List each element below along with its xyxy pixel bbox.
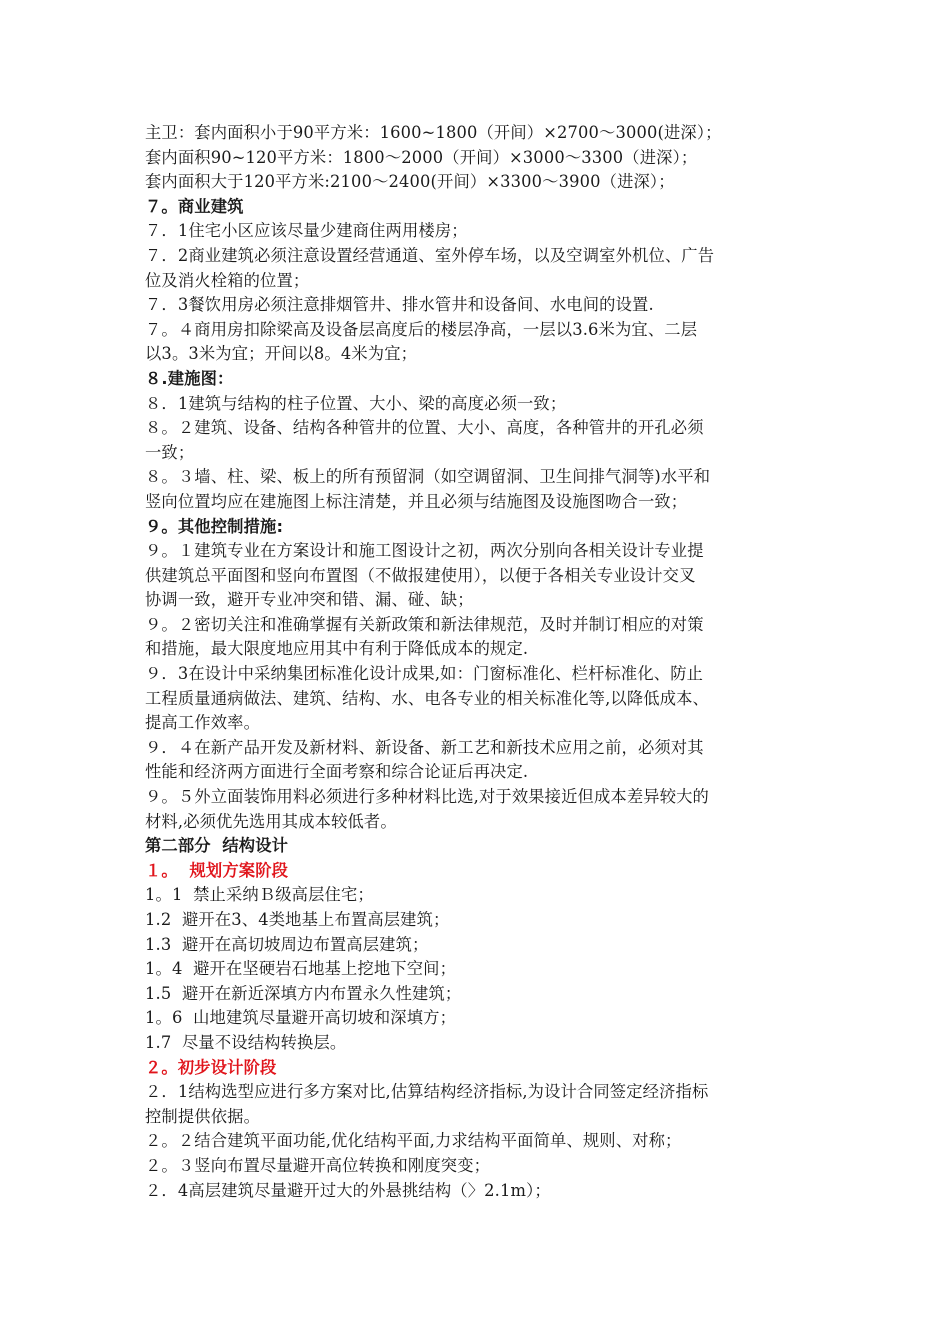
document-body <box>145 121 825 1203</box>
text-line: ９。１建筑专业在方案设计和施工图设计之初，两次分别向各相关设计专业提 <box>145 541 704 561</box>
text-line: 1。4 避开在坚硬岩石地基上挖地下空间； <box>145 959 457 979</box>
section-heading: ２。初步设计阶段 <box>145 1057 277 1077</box>
text-line: 位及消火栓箱的位置； <box>145 270 310 290</box>
text-line: ２。２结合建筑平面功能,优化结构平面,力求结构平面简单、规则、对称； <box>145 1131 682 1151</box>
text-line: 提高工作效率。 <box>145 713 261 733</box>
text-line: ９。２密切关注和准确掌握有关新政策和新法律规范，及时并制订相应的对策 <box>145 614 704 634</box>
text-line: 竖向位置均应在建施图上标注清楚，并且必须与结施图及设施图吻合一致； <box>145 491 688 511</box>
text-line: 1.5 避开在新近深填方内布置永久性建筑； <box>145 983 462 1003</box>
text-line: 工程质量通病做法、建筑、结构、水、电各专业的相关标准化等,以降低成本、 <box>145 688 709 708</box>
text-line: ７．3餐饮用房必须注意排烟管井、排水管井和设备间、水电间的设置. <box>145 295 654 315</box>
text-line: 控制提供依据。 <box>145 1106 261 1126</box>
section-heading: 第二部分 结构设计 <box>145 836 289 856</box>
text-line: ８。２建筑、设备、结构各种管井的位置、大小、高度，各种管井的开孔必须 <box>145 418 704 438</box>
text-line: ８。３墙、柱、梁、板上的所有预留洞（如空调留洞、卫生间排气洞等)水平和 <box>145 467 711 487</box>
text-line: ７．1住宅小区应该尽量少建商住两用楼房； <box>145 221 468 241</box>
text-line: 1。6 山地建筑尽量避开高切坡和深填方； <box>145 1008 457 1028</box>
text-line: ９．４在新产品开发及新材料、新设备、新工艺和新技术应用之前，必须对其 <box>145 737 704 757</box>
text-line: ７。４商用房扣除梁高及设备层高度后的楼层净高，一层以3.6米为宜、二层 <box>145 319 698 339</box>
text-line: ２．1结构选型应进行多方案对比,估算结构经济指标,为设计合同签定经济指标 <box>145 1082 709 1102</box>
text-line: 主卫：套内面积小于90平方米：1600~1800（开间）×2700～3000(进深）； <box>145 123 722 142</box>
text-line: 1.7 尽量不设结构转换层。 <box>145 1032 347 1052</box>
text-line: 套内面积90~120平方米：1800～2000（开间）×3000～3300（进深）； <box>145 147 698 167</box>
text-line: 供建筑总平面图和竖向布置图（不做报建使用），以便于各相关专业设计交叉 <box>145 565 696 585</box>
section-heading: ８.建施图： <box>145 368 234 388</box>
text-line: 和措施，最大限度地应用其中有利于降低成本的规定. <box>145 639 529 659</box>
text-line: 一致； <box>145 442 195 462</box>
text-line: ２。３竖向布置尽量避开高位转换和刚度突变； <box>145 1155 491 1175</box>
text-line: ９．3在设计中采纳集团标准化设计成果,如：门窗标准化、栏杆标准化、防止 <box>145 664 704 684</box>
text-line: 以3。3米为宜；开间以8。4米为宜； <box>145 344 418 364</box>
text-line: ２．4高层建筑尽量避开过大的外悬挑结构（〉2.1m）； <box>145 1180 551 1200</box>
text-line: 协调一致，避开专业冲突和错、漏、碰、缺； <box>145 590 474 610</box>
text-line: ８．1建筑与结构的柱子位置、大小、梁的高度必须一致； <box>145 393 567 413</box>
text-line: 1。1 禁止采纳Ｂ级高层住宅； <box>145 885 374 905</box>
text-line: ９。５外立面装饰用料必须进行多种材料比选,对于效果接近但成本差异较大的 <box>145 787 709 807</box>
text-line: 材料,必须优先选用其成本较低者。 <box>145 811 397 831</box>
text-line: 性能和经济两方面进行全面考察和综合论证后再决定. <box>145 762 529 782</box>
text-line: 套内面积大于120平方米:2100～2400(开间）×3300～3900（进深）； <box>145 172 675 192</box>
text-line: 1.3 避开在高切坡周边布置高层建筑； <box>145 934 429 954</box>
section-heading: ９。其他控制措施: <box>145 516 284 536</box>
section-heading: ７。商业建筑 <box>145 196 244 216</box>
text-line: ７．2商业建筑必须注意设置经营通道、室外停车场，以及空调室外机位、广告 <box>145 245 715 265</box>
text-line: 1.2 避开在3、4类地基上布置高层建筑； <box>145 910 450 929</box>
section-heading: １。 规划方案阶段 <box>145 860 289 880</box>
